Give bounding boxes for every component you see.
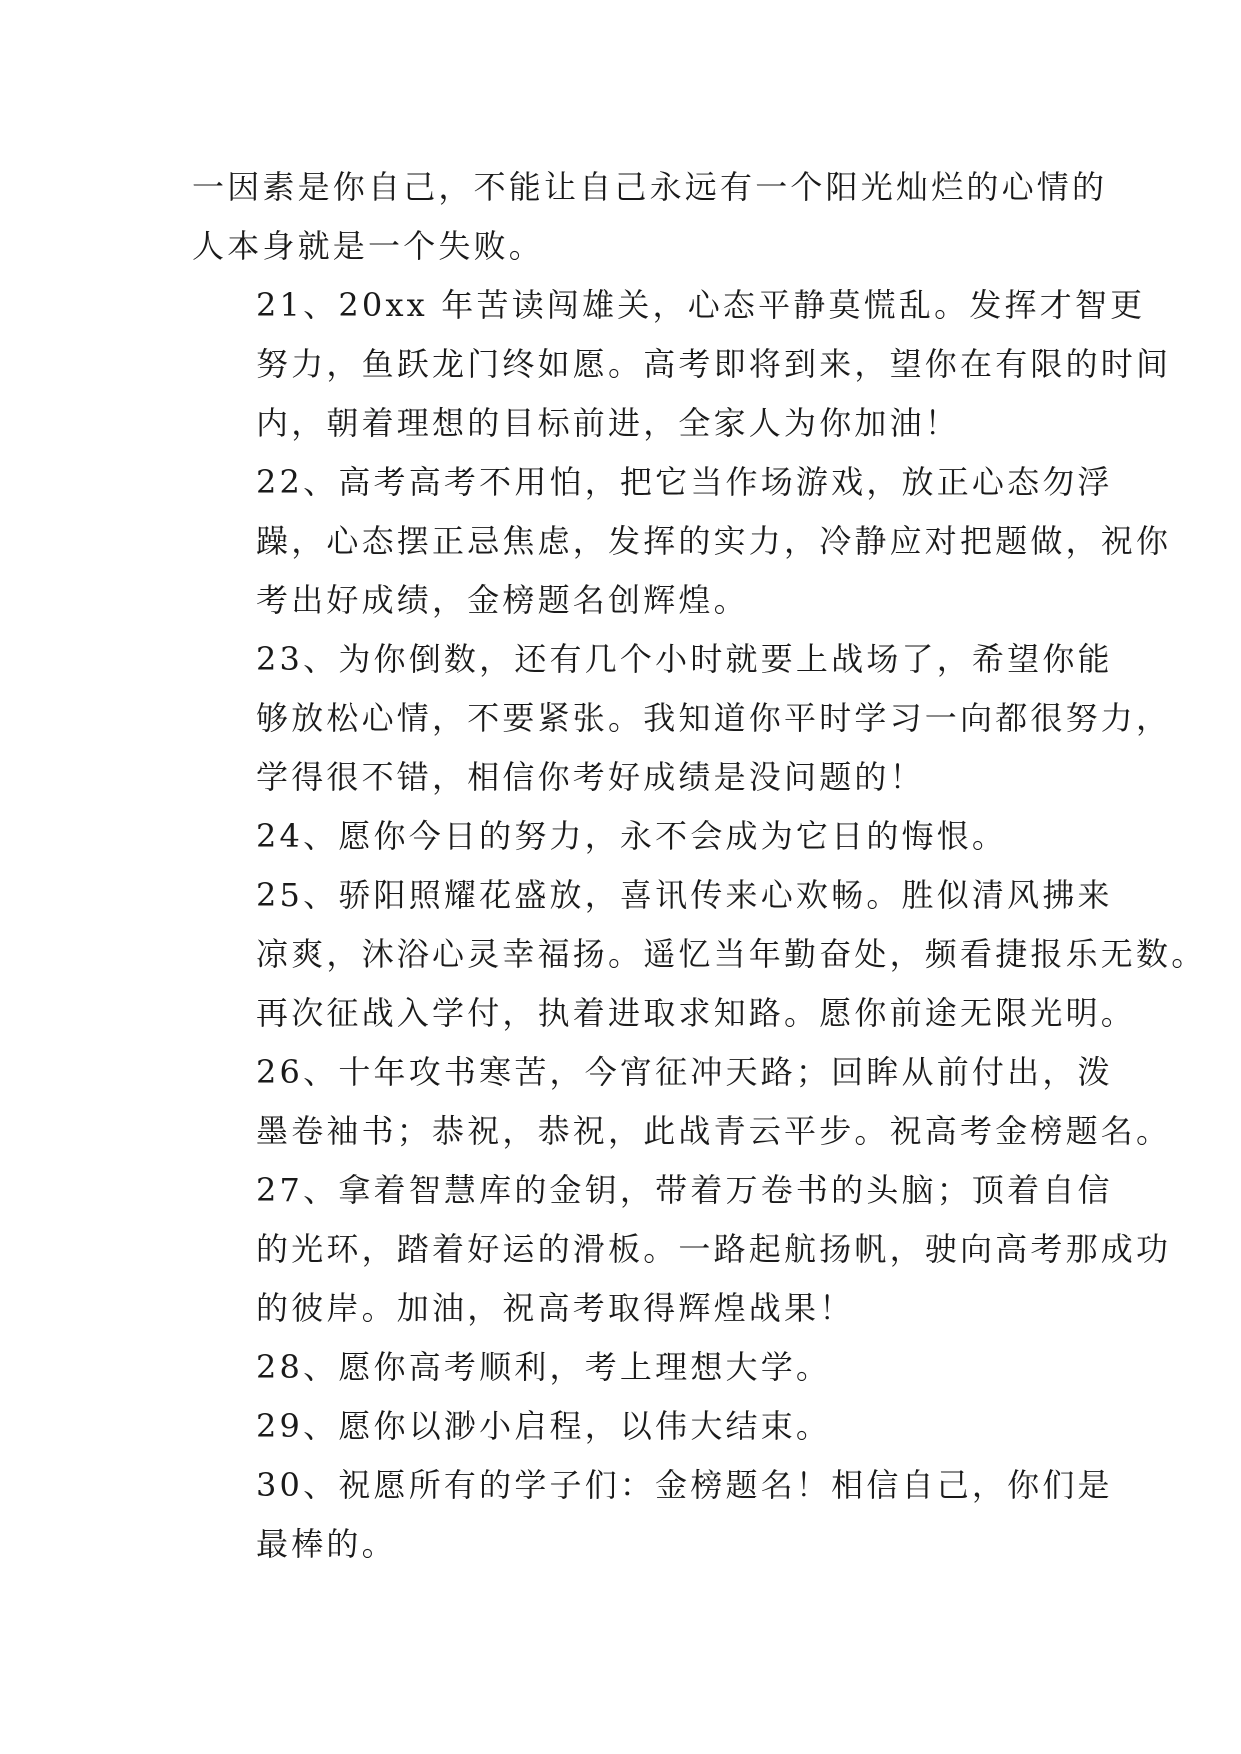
text-line: 23、为你倒数，还有几个小时就要上战场了，希望你能 <box>256 640 1113 678</box>
text-line: 22、高考高考不用怕，把它当作场游戏，放正心态勿浮 <box>256 463 1113 501</box>
text-line: 墨卷袖书；恭祝，恭祝，此战青云平步。祝高考金榜题名。 <box>256 1112 1172 1150</box>
paragraph-p28 <box>192 1338 1052 1397</box>
paragraph-p22 <box>192 453 1172 630</box>
paragraph-p21 <box>192 276 1172 453</box>
text-line: 28、愿你高考顺利，考上理想大学。 <box>256 1348 832 1386</box>
text-line: 最棒的。 <box>256 1525 397 1563</box>
paragraph-p26 <box>192 1043 1172 1161</box>
paragraph-p29 <box>192 1397 1052 1456</box>
text-line: 26、十年攻书寒苦，今宵征冲天路；回眸从前付出，泼 <box>256 1053 1113 1091</box>
text-line: 的彼岸。加油，祝高考取得辉煌战果！ <box>256 1289 855 1327</box>
document-body <box>192 158 1207 1574</box>
paragraph-p20-cont <box>192 158 1108 276</box>
text-line: 人本身就是一个失败。 <box>192 227 545 265</box>
text-line: 21、20xx 年苦读闯雄关，心态平静莫慌乱。发挥才智更 <box>256 286 1146 324</box>
text-line: 考出好成绩，金榜题名创辉煌。 <box>256 581 749 619</box>
text-line: 努力，鱼跃龙门终如愿。高考即将到来，望你在有限的时间 <box>256 345 1172 383</box>
text-line: 内，朝着理想的目标前进，全家人为你加油！ <box>256 404 961 442</box>
paragraph-p25 <box>192 866 1207 1043</box>
text-line: 27、拿着智慧库的金钥，带着万卷书的头脑；顶着自信 <box>256 1171 1113 1209</box>
text-line: 凉爽，沐浴心灵幸福扬。遥忆当年勤奋处，频看捷报乐无数。 <box>256 935 1207 973</box>
paragraph-p23 <box>192 630 1172 807</box>
text-line: 25、骄阳照耀花盛放，喜讯传来心欢畅。胜似清风拂来 <box>256 876 1113 914</box>
text-line: 再次征战入学付，执着进取求知路。愿你前途无限光明。 <box>256 994 1137 1032</box>
text-line: 学得很不错，相信你考好成绩是没问题的！ <box>256 758 925 796</box>
text-line: 躁，心态摆正忌焦虑，发挥的实力，冷静应对把题做，祝你 <box>256 522 1172 560</box>
text-line: 29、愿你以渺小启程，以伟大结束。 <box>256 1407 832 1445</box>
text-line: 的光环，踏着好运的滑板。一路起航扬帆，驶向高考那成功 <box>256 1230 1172 1268</box>
text-line: 24、愿你今日的努力，永不会成为它日的悔恨。 <box>256 817 1008 855</box>
text-line: 够放松心情，不要紧张。我知道你平时学习一向都很努力， <box>256 699 1172 737</box>
text-line: 一因素是你自己，不能让自己永远有一个阳光灿烂的心情的 <box>192 168 1108 206</box>
paragraph-p24 <box>192 807 1052 866</box>
paragraph-p30 <box>192 1456 1113 1574</box>
text-line: 30、祝愿所有的学子们：金榜题名！相信自己，你们是 <box>256 1466 1113 1504</box>
paragraph-p27 <box>192 1161 1172 1338</box>
